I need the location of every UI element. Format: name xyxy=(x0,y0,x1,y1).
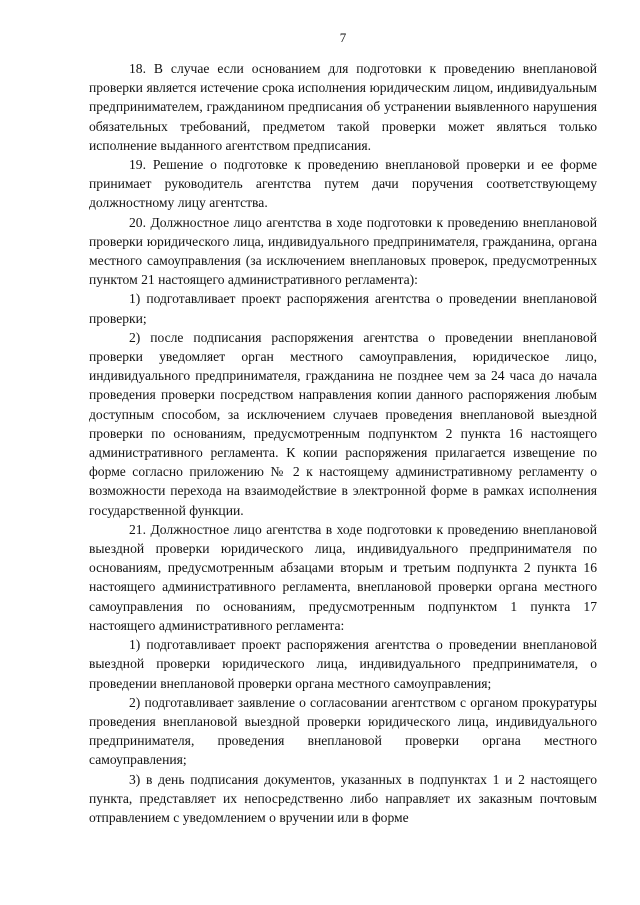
paragraph-20: 20. Должностное лицо агентства в ходе подготовки к проведению внеплановой проверки юридического лица, индивидуального предпринимателя, гражданина, органа местного самоуправления (за исключением внеплановых проверок, предусмотренных пунктом 21 настоящего административного регламента): xyxy=(89,214,597,288)
document-page xyxy=(89,30,597,827)
paragraph-20-item-1: 1) подготавливает проект распоряжения агентства о проведении внеплановой проверки; xyxy=(89,291,597,326)
paragraph-20-item-2: 2) после подписания распоряжения агентства о проведении внеплановой проверки уведомляет орган местного самоуправления, юридическое лицо, индивидуального предпринимателя, гражданина не позднее чем за 24 часа до начала проведения проверки посредством направления копии данного распоряжения любым доступным способом, за исключением случаев проведения внеплановой выездной проверки по основаниям, предусмотренным подпунктом 2 пункта 16 настоящего административного регламента. К копии распоряжения прилагается извещение по форме согласно приложению № 2 к настоящему административному регламенту о возможности перехода на взаимодействие в электронной форме в рамках исполнения государственной функции. xyxy=(89,329,597,518)
paragraph-21-item-1: 1) подготавливает проект распоряжения агентства о проведении внеплановой выездной проверки юридического лица, индивидуального предпринимателя, о проведении внеплановой проверки органа местного самоуправления; xyxy=(89,637,597,691)
paragraph-21-item-3: 3) в день подписания документов, указанных в подпунктах 1 и 2 настоящего пункта, представляет их непосредственно либо направляет их заказным почтовым отправлением с уведомлением о вручении или в форме xyxy=(89,771,597,825)
paragraph-18: 18. В случае если основанием для подготовки к проведению внеплановой проверки является истечение срока исполнения юридическим лицом, индивидуальным предпринимателем, гражданином предписания об устранении выявленного нарушения обязательных требований, предметом такой проверки может являться только исполнение выданного агентством предписания. xyxy=(89,61,597,153)
document-body xyxy=(89,59,597,827)
page-number: 7 xyxy=(339,30,347,45)
paragraph-19: 19. Решение о подготовке к проведению внеплановой проверки и ее форме принимает руководитель агентства путем дачи поручения соответствующему должностному лицу агентства. xyxy=(89,157,597,211)
paragraph-21-item-2: 2) подготавливает заявление о согласовании агентством с органом прокуратуры проведения внеплановой выездной проверки юридического лица, индивидуального предпринимателя, проведения внеплановой проверки органа местного самоуправления; xyxy=(89,694,597,768)
paragraph-21: 21. Должностное лицо агентства в ходе подготовки к проведению внеплановой выездной проверки юридического лица, индивидуального предпринимателя по основаниям, предусмотренным абзацами вторым и третьим подпункта 2 пункта 16 настоящего административного регламента, внеплановой проверки органа местного самоуправления по основаниям, предусмотренным подпунктом 1 пункта 17 настоящего административного регламента: xyxy=(89,521,597,633)
